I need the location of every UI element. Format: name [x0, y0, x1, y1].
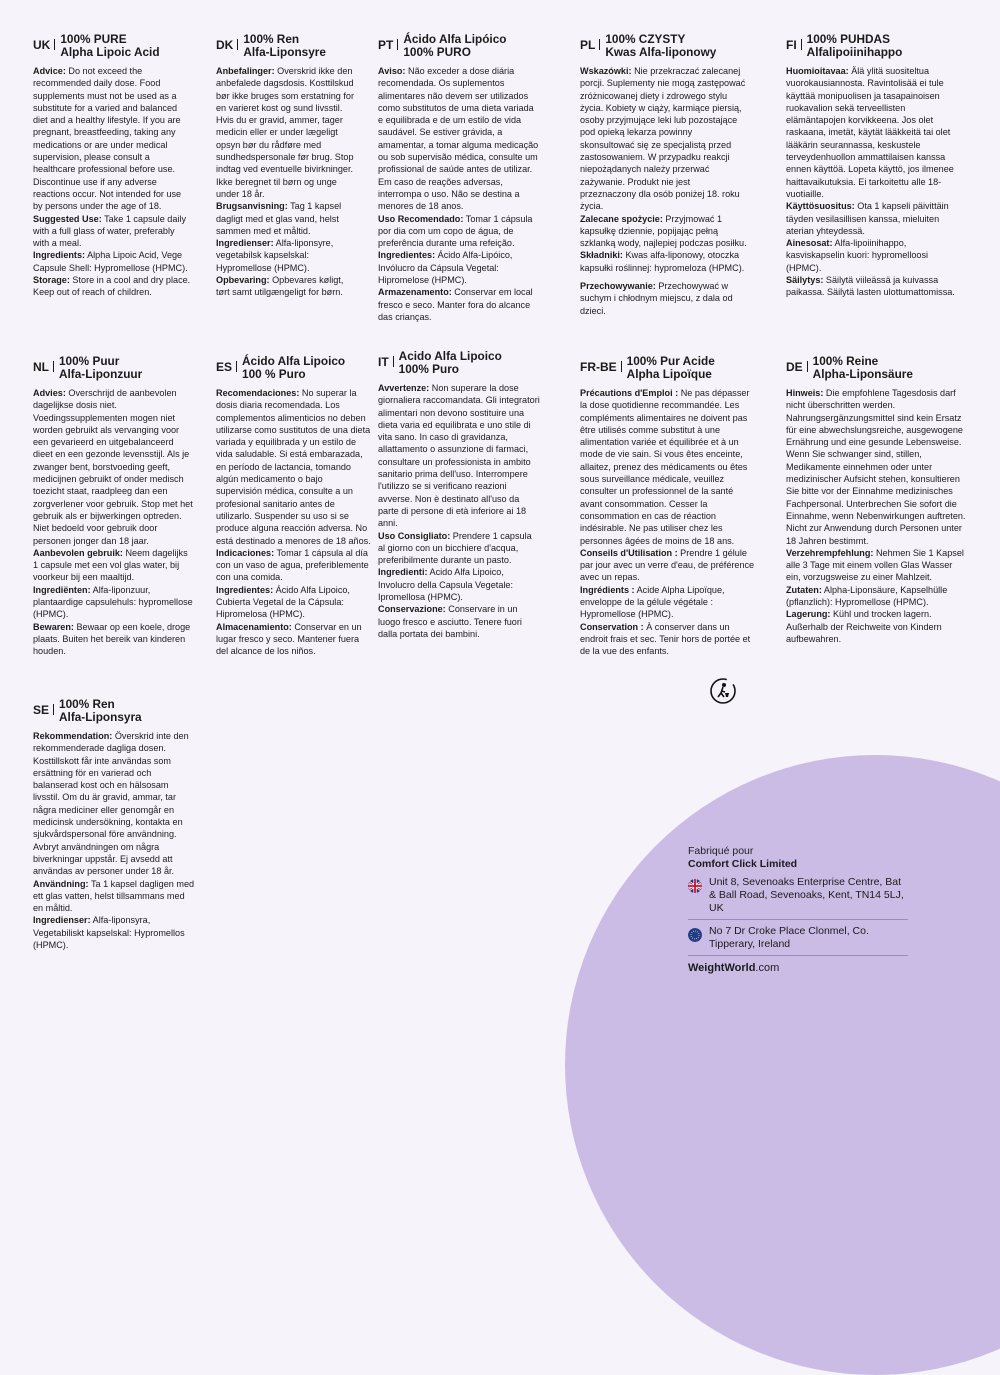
uk-address: Unit 8, Sevenoaks Enterprise Centre, Bat & Ball Road, Sevenoaks, Kent, TN14 5LJ, UK: [709, 876, 904, 914]
recycle-person-icon: [710, 678, 736, 704]
label-pl: PL 100% CZYSTY Kwas Alfa-liponowy Wskazówki: Nie przekraczać zalecanej porcji. Suplementy nie mogą zastępować zróżnicowanej diety i zdrowego stylu życia. Kobiety w ciąży, karmiące piersią, osoby przyjmujące leki lub pozostające pod opieką lekarza powinny skonsultować się ze specjalistą przed zastosowaniem. W przypadku reakcji niepożądanych należy przerwać zażywanie. Produkt nie jest przeznaczony dla osób poniżej 18. roku życia. Zalecane spożycie: Przyjmować 1 kapsułkę dziennie, popijając pełną szklanką wody, najlepiej podczas posiłku. Składniki: Kwas alfa-liponowy, otoczka kapsułki roślinnej: hypromeloza (HPMC). Przechowywanie: Przechowywać w suchym i chłodnym miejscu, z dala od dzieci.: [580, 32, 747, 316]
ie-address: No 7 Dr Croke Place Clonmel, Co. Tipperary, Ireland: [709, 925, 869, 950]
country-code: PT: [378, 38, 394, 52]
country-code: ES: [216, 360, 233, 374]
company-name: Comfort Click Limited: [688, 858, 798, 870]
label-fr-be: FR-BE 100% Pur Acide Alpha Lipoïque Précautions d'Emploi : Ne pas dépasser la dose quotidienne recommandée. Les compléments alimentaires ne doivent pas être utilisés comme substitut à une alimentation variée et équilibrée et à un mode de vie sain. Si vous êtes enceinte, allaitez, prenez des médicaments ou êtes sous surveillance médicale, veuillez consulter un professionnel de la santé avant consommation. Cesser la consommation en cas de réaction indésirable. Ne pas utiliser chez les personnes âgées de moins de 18 ans. Conseils d'Utilisation : Prendre 1 gélule par jour avec un verre d'eau, de préférence avec un repas. Ingrédients : Acide Alpha Lipoïque, enveloppe de la gélule végétale : Hypromellose (HPMC). Conservation : À conserver dans un endroit frais et sec. Tenir hors de portée et de la vue des enfants.: [580, 354, 755, 657]
label-se: SE 100% Ren Alfa-Liponsyra Rekommendation: Överskrid inte den rekommenderade dagliga dosen. Kosttillskott får inte användas som ersättning för en varierad och balanserad kost och en hälsosam livsstil. Om du är gravid, ammar, tar några mediciner eller genomgår en medicinsk undersökning, kontakta en sjukvårdspersonal före användning. Avbryt användningen om några biverkningar uppstår. Ej avsedd att användas av personer under 18 år. Användning: Ta 1 kapsel dagligen med ett glas vatten, helst tillsammans med en måltid. Ingredienser: Alfa-liponsyra, Vegetabiliskt kapselskal: Hypromellos (HPMC).: [33, 697, 195, 951]
uk-flag-icon: [688, 879, 702, 893]
country-code: NL: [33, 360, 49, 374]
uk-address-row: [688, 876, 908, 920]
label-uk: UK 100% PURE Alpha Lipoic Acid Advice: Do not exceed the recommended daily dose. Food supplements must not be used as a substitute for a varied and balanced diet and a healthy lifestyle. If you are pregnant, breastfeeding, taking any medications or are under medical supervision, please consult a healthcare professional before use. Discontinue use if any adverse reactions occur. Not intended for use by persons under the age of 18. Suggested Use: Take 1 capsule daily with a full glass of water, preferably with a meal. Ingredients: Alpha Lipoic Acid, Vege Capsule Shell: Hypromellose (HPMC). Storage: Store in a cool and dry place. Keep out of reach of children.: [33, 32, 191, 298]
country-code: DE: [786, 360, 803, 374]
manufacturer-info: [688, 845, 908, 975]
country-code: DK: [216, 38, 234, 52]
product-title: 100% Puur Alfa-Liponzuur: [59, 354, 143, 381]
label-dk: DK 100% Ren Alfa-Liponsyre Anbefalinger: Overskrid ikke den anbefalede dagsdosis. Kosttilskud bør ikke bruges som erstatning for en varieret kost og sund livsstil. Hvis du er gravid, ammer, tager medicin eller er under lægeligt opsyn bør du rådføre med sundhedspersonale før brug. Stop indtag ved eventuelle bivirkninger. Ikke beregnet til børn og unge under 18 år. Brugsanvisning: Tag 1 kapsel dagligt med et glas vand, helst sammen med et måltid. Ingredienser: Alfa-liponsyre, vegetabilsk kapselskal: Hypromellose (HPMC). Opbevaring: Opbevares køligt, tørt samt utilgængeligt for børn.: [216, 32, 354, 298]
product-title: 100% CZYSTY Kwas Alfa-liponowy: [605, 32, 717, 59]
product-title: 100% Pur Acide Alpha Lipoïque: [626, 354, 715, 381]
product-title: Ácido Alfa Lipóico 100% PURO: [403, 32, 507, 59]
product-title: 100% Ren Alfa-Liponsyra: [59, 697, 142, 724]
product-title: 100% Ren Alfa-Liponsyre: [243, 32, 326, 59]
label-pt: PT Ácido Alfa Lipóico 100% PURO Aviso: Não exceder a dose diária recomendada. Os suplementos alimentares não devem ser utilizados como substitutos de uma dieta variada e equilibrada e de um estilo de vida saudável. Se estiver grávida, a amamentar, a tomar alguma medicação ou sob supervisão médica, consulte um profissional de saúde antes de utilizar. Em caso de reações adversas, interrompa o uso. Não se destina a menores de 18 anos. Uso Recomendado: Tomar 1 cápsula por dia com um copo de água, de preferência durante uma refeição. Ingredientes: Ácido Alfa-Lipóico, Invólucro da Cápsula Vegetal: Hipromelose (HPMC). Armazenamento: Conservar em local fresco e seco. Manter fora do alcance das crianças.: [378, 32, 539, 322]
eu-flag-icon: [688, 928, 702, 942]
product-title: 100% PUHDAS Alfalipoiinihappo: [806, 32, 903, 59]
country-code: FR-BE: [580, 360, 617, 374]
product-title: 100% PURE Alpha Lipoic Acid: [60, 32, 160, 59]
country-code: PL: [580, 38, 596, 52]
brand-logo: WeightWorld.com: [688, 962, 780, 974]
ie-address-row: [688, 925, 908, 956]
country-code: FI: [786, 38, 797, 52]
label-nl: NL 100% Puur Alfa-Liponzuur Advies: Overschrijd de aanbevolen dagelijkse dosis niet. Voedingssupplementen mogen niet worden gebruikt als vervanging voor een gevarieerd en uitgebalanceerd dieet en een gezonde levensstijl. Als je zwanger bent, borstvoeding geeft, medicijnen gebruikt of onder medisch toezicht staat, raadpleeg dan een zorgverlener voor gebruik. Stop met het gebruik als er bijwerkingen optreden. Niet bedoeld voor gebruik door personen jonger dan 18 jaar. Aanbevolen gebruik: Neem dagelijks 1 capsule met een vol glas water, bij voorkeur bij een maaltijd. Ingrediënten: Alfa-liponzuur, plantaardige capsulehuls: hypromellose (HPMC). Bewaren: Bewaar op een koele, droge plaats. Buiten het bereik van kinderen houden.: [33, 354, 193, 657]
product-title: Ácido Alfa Lipoico 100 % Puro: [242, 354, 346, 381]
label-it: IT Acido Alfa Lipoico 100% Puro Avvertenze: Non superare la dose giornaliera raccomandata. Gli integratori alimentari non devono sostituire una dieta varia ed equilibrata e uno stile di vita sano. In caso di gravidanza, allattamento o assunzione di farmaci, consultare un professionista in ambito sanitario prima dell'uso. Interrompere l'utilizzo se si verificano reazioni avverse. Non è destinato all'uso da parte di persone di età inferiore ai 18 anni. Uso Consigliato: Prendere 1 capsula al giorno con un bicchiere d'acqua, preferibilmente durante un pasto. Ingredienti: Acido Alfa Lipoico, Involucro della Capsula Vegetale: Ipromellosa (HPMC). Conservazione: Conservare in un luogo fresco e asciutto. Tenere fuori dalla portata dei bambini.: [378, 349, 540, 639]
product-title: 100% Reine Alpha-Liponsäure: [812, 354, 913, 381]
country-code: SE: [33, 703, 50, 717]
label-fi: FI 100% PUHDAS Alfalipoiinihappo Huomioitavaa: Älä ylitä suositeltua vuorokausiannosta. Ravintolisää ei tule käyttää monipuolisen ja tasapainoisen ruokavalion sekä terveellisten elämäntapojen korvikkeena. Jos olet raskaana, imetät, käytät lääkkeitä tai olet lääkärin seurannassa, keskustele terveydenhuollon ammattilaisen kanssa ennen käyttöä. Lopeta käyttö, jos ilmenee haittavaikutuksia. Ei tarkoitettu alle 18-vuotiaille. Käyttösuositus: Ota 1 kapseli päivittäin täyden vesilasillisen kanssa, mieluiten aterian yhteydessä. Ainesosat: Alfa-lipoiinihappo, kasviskapselin kuori: hypromelloosi (HPMC). Säilytys: Säilytä viileässä ja kuivassa paikassa. Säilytä lasten ulottumattomissa.: [786, 32, 955, 298]
label-de: DE 100% Reine Alpha-Liponsäure Hinweis: Die empfohlene Tagesdosis darf nicht überschritten werden. Nahrungsergänzungsmittel sind kein Ersatz für eine abwechslungsreiche, ausgewogene Ernährung und eine gesunde Lebensweise. Wenn Sie schwanger sind, stillen, Medikamente einnehmen oder unter medizinischer Aufsicht stehen, konsultieren Sie bitte vor der Einnahme medizinisches Fachpersonal. Unterbrechen Sie sofort die Einnahme, wenn Nebenwirkungen auftreten. Nicht zur Anwendung durch Personen unter 18 Jahren bestimmt. Verzehrempfehlung: Nehmen Sie 1 Kapsel alle 3 Tage mit einem vollen Glas Wasser ein, vorzugsweise zu einer Mahlzeit. Zutaten: Alpha-Liponsäure, Kapselhülle (pflanzlich): Hypromellose (HPMC). Lagerung: Kühl und trocken lagern. Außerhalb der Reichweite von Kindern aufbewahren.: [786, 354, 966, 644]
country-code: IT: [378, 355, 389, 369]
label-es: ES Ácido Alfa Lipoico 100 % Puro Recomendaciones: No superar la dosis diaria recomendada. Los complementos alimenticios no deben utilizarse como sustitutos de una dieta variada y equilibrada y un estilo de vida saludable. Si está embarazada, en período de lactancia, tomando algún medicamento o bajo supervisión médica, consulte a un profesional sanitario antes de utilizarlo. Suspender su uso si se produce alguna reacción adversa. No está destinado a menores de 18 años. Indicaciones: Tomar 1 cápsula al día con un vaso de agua, preferiblemente con una comida. Ingredientes: Ácido Alfa Lipoico, Cubierta Vegetal de la Cápsula: Hipromelosa (HPMC). Almacenamiento: Conservar en un lugar fresco y seco. Mantener fuera del alcance de los niños.: [216, 354, 371, 657]
country-code: UK: [33, 38, 51, 52]
made-for-label: Fabriqué pour: [688, 845, 754, 857]
product-title: Acido Alfa Lipoico 100% Puro: [398, 349, 502, 376]
